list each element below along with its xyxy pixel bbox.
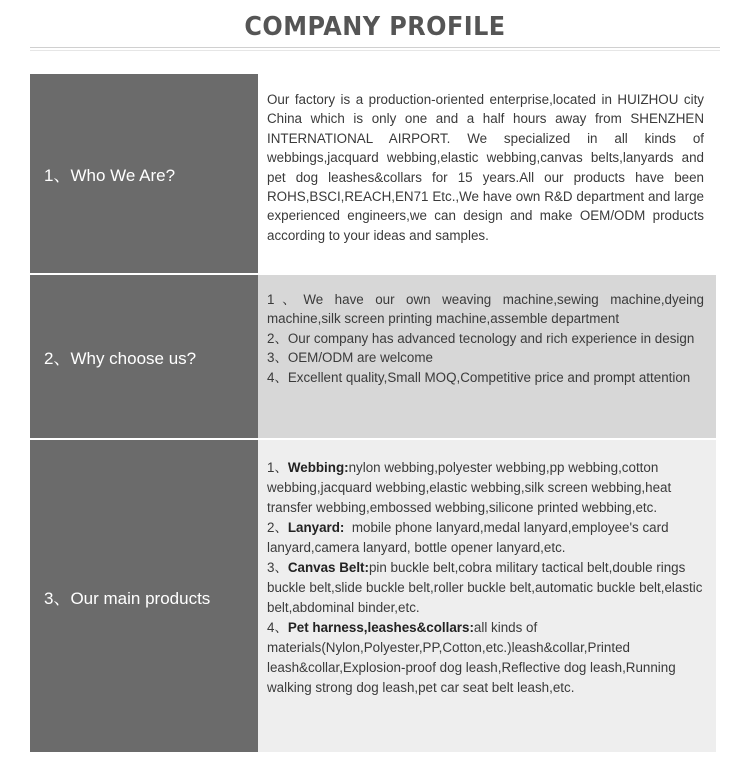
list-item: 1、We have our own weaving machine,sewing machine,dyeing machine,silk screen printing machine,assemble department — [267, 292, 704, 327]
item-heading: Canvas Belt: — [287, 560, 369, 575]
row-label: 2、Why choose us? — [30, 275, 258, 438]
product-item-lanyard — [267, 518, 704, 558]
item-number: 2、 — [267, 520, 288, 535]
list-item: 2、Our company has advanced tecnology and rich experience in design — [267, 330, 695, 346]
product-item-webbing — [267, 458, 704, 518]
row-who-we-are — [30, 74, 716, 273]
row-label: 3、Our main products — [30, 440, 258, 752]
item-heading: Webbing: — [287, 460, 349, 475]
title-divider-shadow — [30, 50, 720, 51]
page-header — [0, 0, 750, 60]
product-item-canvas-belt — [267, 558, 704, 618]
title-divider — [30, 47, 720, 48]
page-title: COMPANY PROFILE — [244, 12, 506, 42]
row-label: 1、Who We Are? — [30, 74, 258, 273]
row-content — [258, 440, 716, 752]
item-text: mobile phone lanyard,medal lanyard,employee's card lanyard,camera lanyard, bottle opener lanyard,etc. — [267, 520, 673, 555]
row-content — [258, 275, 716, 438]
item-text: pin buckle belt,cobra military tactical belt,double rings buckle belt,slide buckle belt,roller buckle belt,automatic buckle belt,elastic belt,abdominal binder,etc. — [267, 560, 703, 615]
list-item: 4、Excellent quality,Small MOQ,Competitive price and prompt attention — [267, 369, 691, 385]
item-text: nylon webbing,polyester webbing,pp webbing,cotton webbing,jacquard webbing,elastic webbing,silk screen webbing,heat transfer webbing,embossed webbing,silicone printed webbing,etc. — [267, 460, 672, 515]
row-why-choose-us — [30, 275, 716, 438]
list-item: 3、OEM/ODM are welcome — [267, 350, 433, 366]
item-heading: Lanyard: — [287, 520, 345, 535]
item-number: 1、 — [267, 460, 288, 475]
about-text: Our factory is a production-oriented enterprise,located in HUIZHOU city China which is only one and a half hours away from SHENZHEN INTERNATIONAL AIRPORT. We specialized in all kinds of webbings,jacquard webbing,elastic webbing,canvas belts,lanyards and pet dog leashes&collars for 15 years.All our products have been ROHS,BSCI,REACH,EN71 Etc.,We have own R&D department and large experienced engineers,we can design and make OEM/ODM products according to your ideas and samples. — [267, 92, 704, 243]
item-text: all kinds of materials(Nylon,Polyester,PP,Cotton,etc.)leash&collar,Printed leash&collar,Explosion-proof dog leash,Reflective dog leash,Running walking strong dog leash,pet car seat belt leash,etc. — [267, 620, 676, 695]
row-content — [258, 74, 716, 273]
product-item-pet — [267, 618, 704, 698]
row-main-products — [30, 440, 716, 752]
item-number: 3、 — [267, 560, 288, 575]
item-number: 4、 — [267, 620, 288, 635]
item-heading: Pet harness,leashes&collars: — [287, 620, 474, 635]
